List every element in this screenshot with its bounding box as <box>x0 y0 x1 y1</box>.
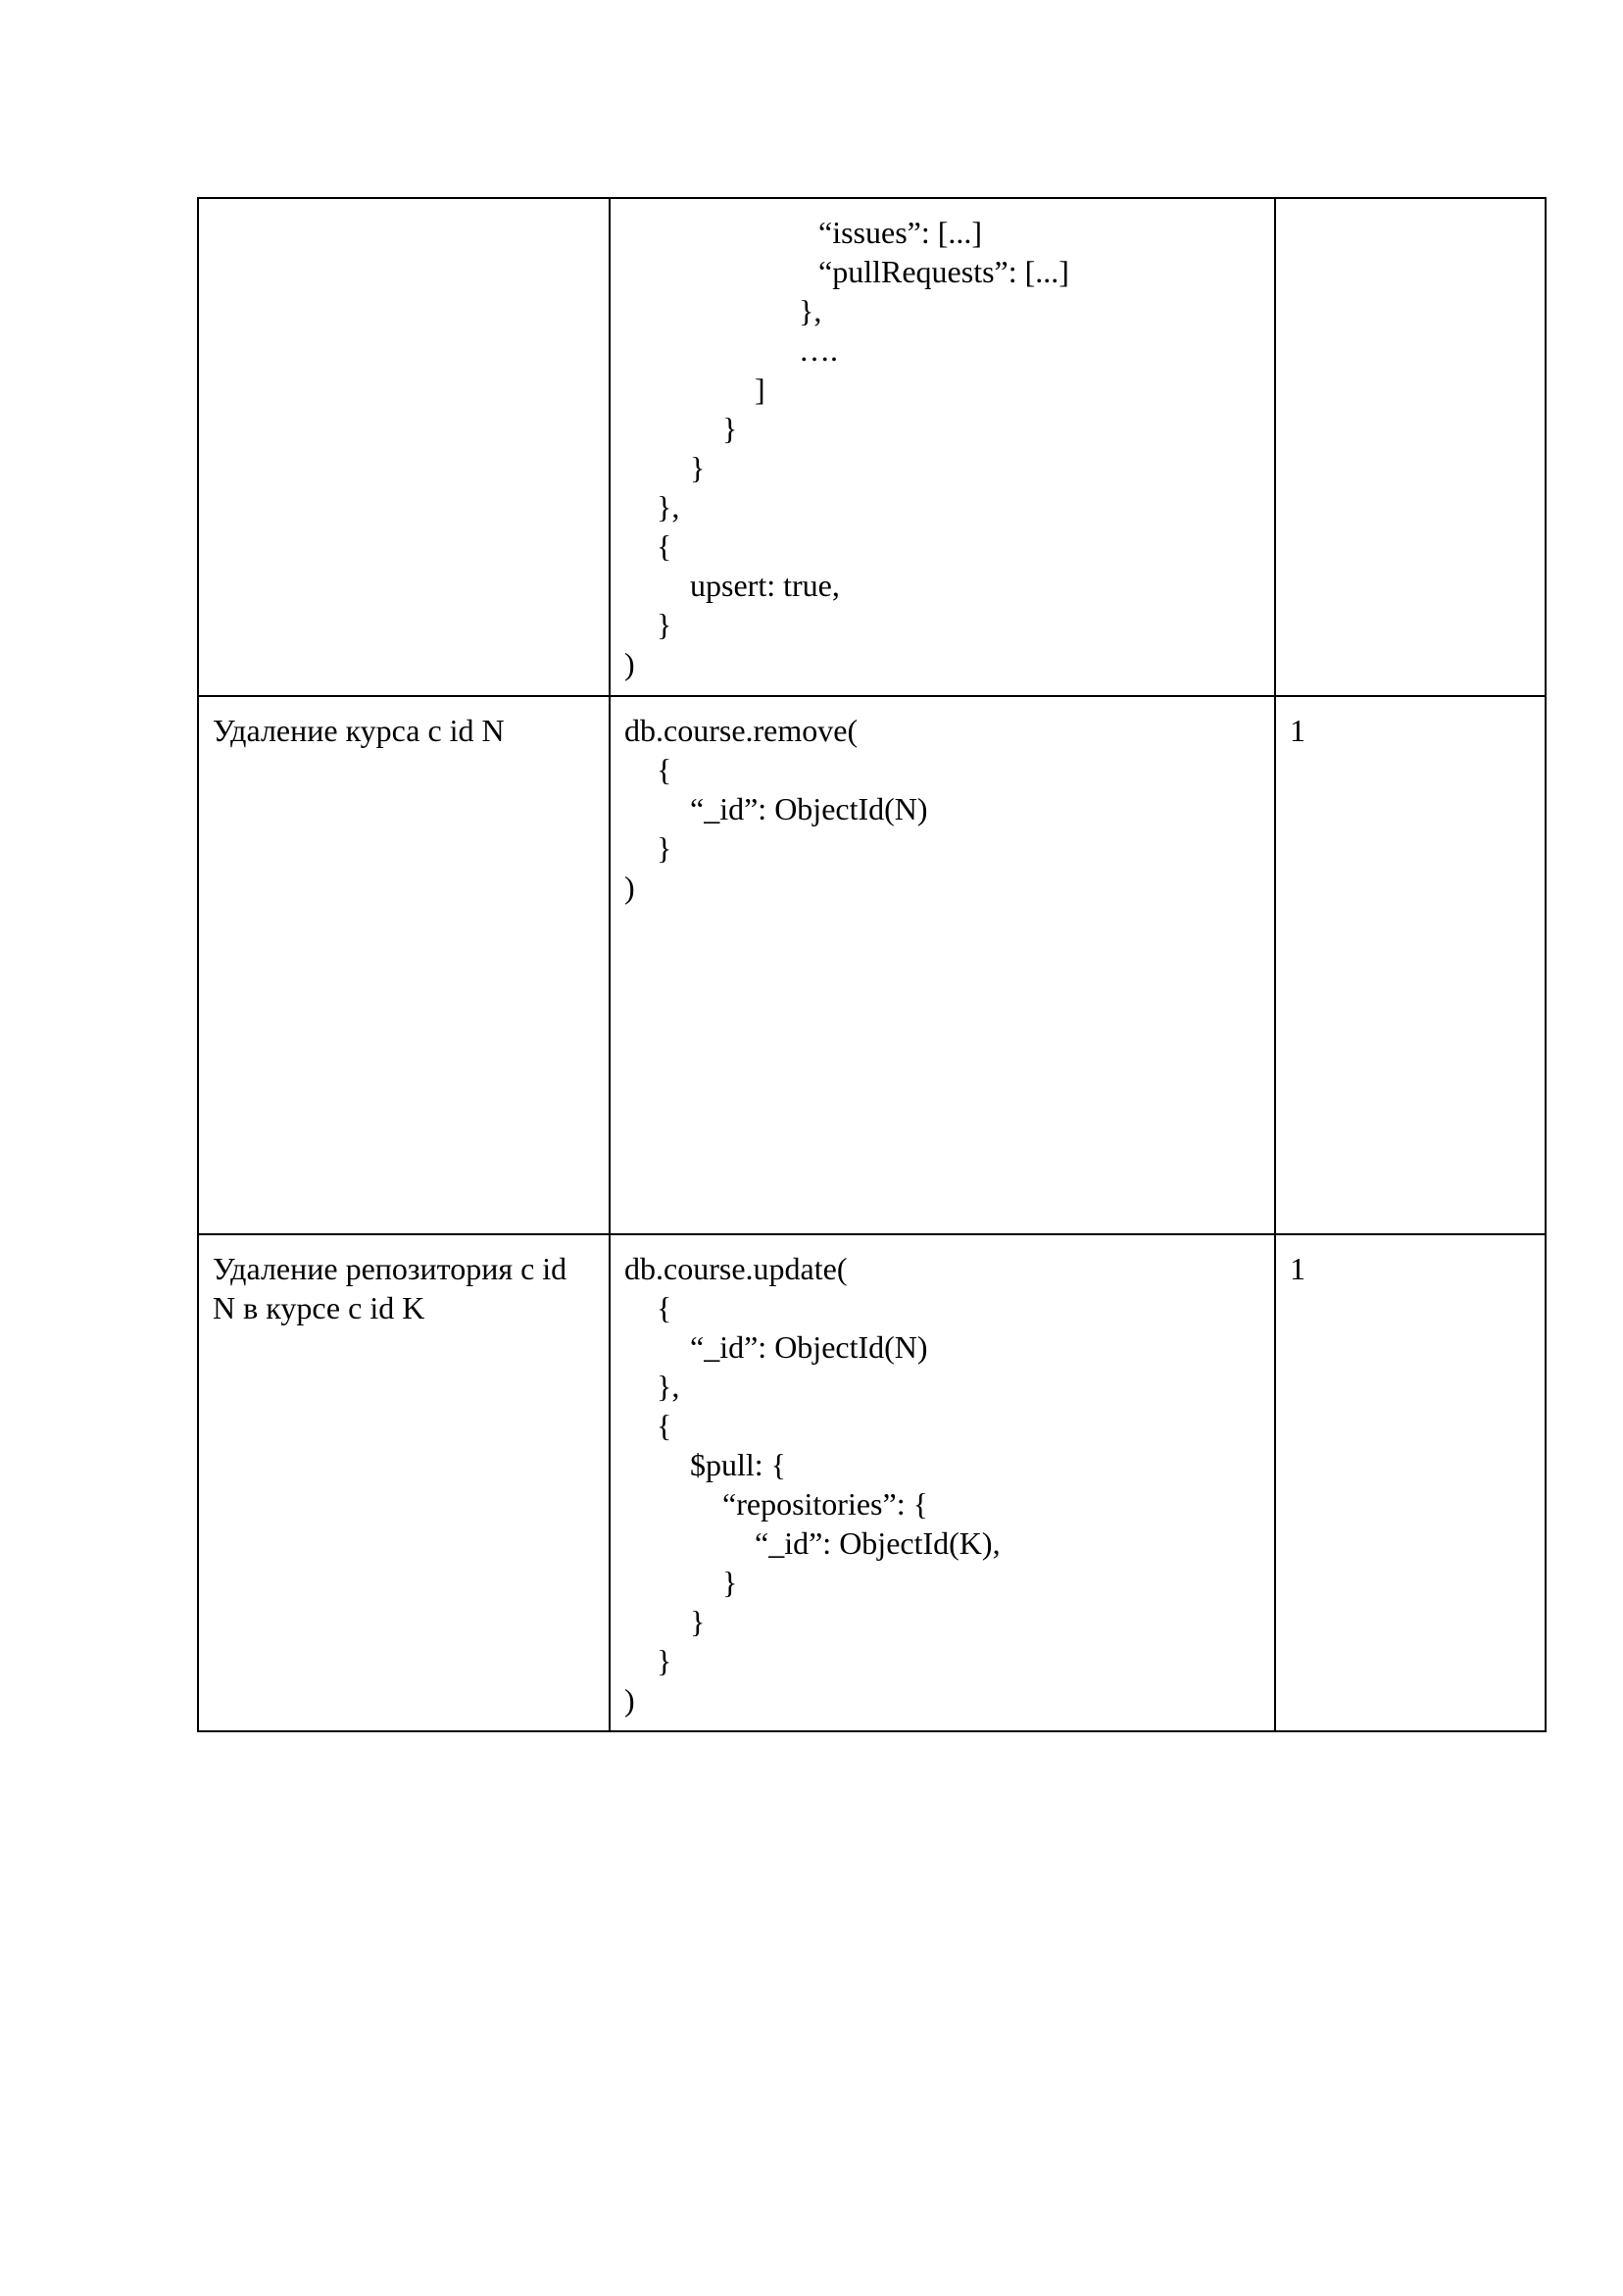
query-cell <box>610 1234 1275 1731</box>
code-line: } <box>722 1565 738 1600</box>
query-code <box>624 213 1260 683</box>
code-line: { <box>657 752 672 787</box>
code-line: } <box>657 830 672 866</box>
code-line: “_id”: ObjectId(K), <box>755 1525 1001 1561</box>
description-text: Удаление репозитория с id N в курсе с id K <box>213 1251 567 1325</box>
table-row <box>198 696 1546 1234</box>
code-line: “_id”: ObjectId(N) <box>690 791 928 826</box>
code-line: } <box>690 1604 706 1639</box>
code-line: } <box>657 1643 672 1678</box>
code-line: …. <box>799 332 838 368</box>
code-line: db.course.update( <box>624 1251 848 1286</box>
code-line: } <box>722 411 738 446</box>
table-row <box>198 198 1546 696</box>
query-code <box>624 1249 1260 1720</box>
cost-value: 1 <box>1290 1251 1305 1286</box>
description-cell <box>198 198 610 696</box>
code-line: }, <box>657 1369 680 1404</box>
code-line: $pull: { <box>690 1447 787 1482</box>
code-line: db.course.remove( <box>624 713 859 748</box>
query-cell <box>610 696 1275 1234</box>
query-cell <box>610 198 1275 696</box>
code-line: } <box>657 607 672 642</box>
code-line: “issues”: [...] <box>818 215 983 250</box>
operations-table <box>197 197 1547 1732</box>
cost-cell <box>1275 198 1546 696</box>
code-line: { <box>657 1290 672 1325</box>
table-row <box>198 1234 1546 1731</box>
code-line: }, <box>657 489 680 524</box>
code-line: { <box>657 528 672 564</box>
description-text: Удаление курса с id N <box>213 713 505 748</box>
code-line: “pullRequests”: [...] <box>818 254 1069 289</box>
code-line: “repositories”: { <box>722 1486 928 1522</box>
code-line: ) <box>624 1682 635 1718</box>
code-line: “_id”: ObjectId(N) <box>690 1329 928 1365</box>
code-line: ) <box>624 646 635 681</box>
cost-value: 1 <box>1290 713 1305 748</box>
description-cell <box>198 696 610 1234</box>
cost-cell <box>1275 1234 1546 1731</box>
code-line: }, <box>799 293 822 328</box>
code-line: } <box>690 450 706 485</box>
code-line: upsert: true, <box>690 568 840 603</box>
code-line: ) <box>624 870 635 905</box>
cost-cell <box>1275 696 1546 1234</box>
code-line: ] <box>755 372 765 407</box>
query-code <box>624 711 1260 907</box>
description-cell <box>198 1234 610 1731</box>
code-line: { <box>657 1408 672 1443</box>
